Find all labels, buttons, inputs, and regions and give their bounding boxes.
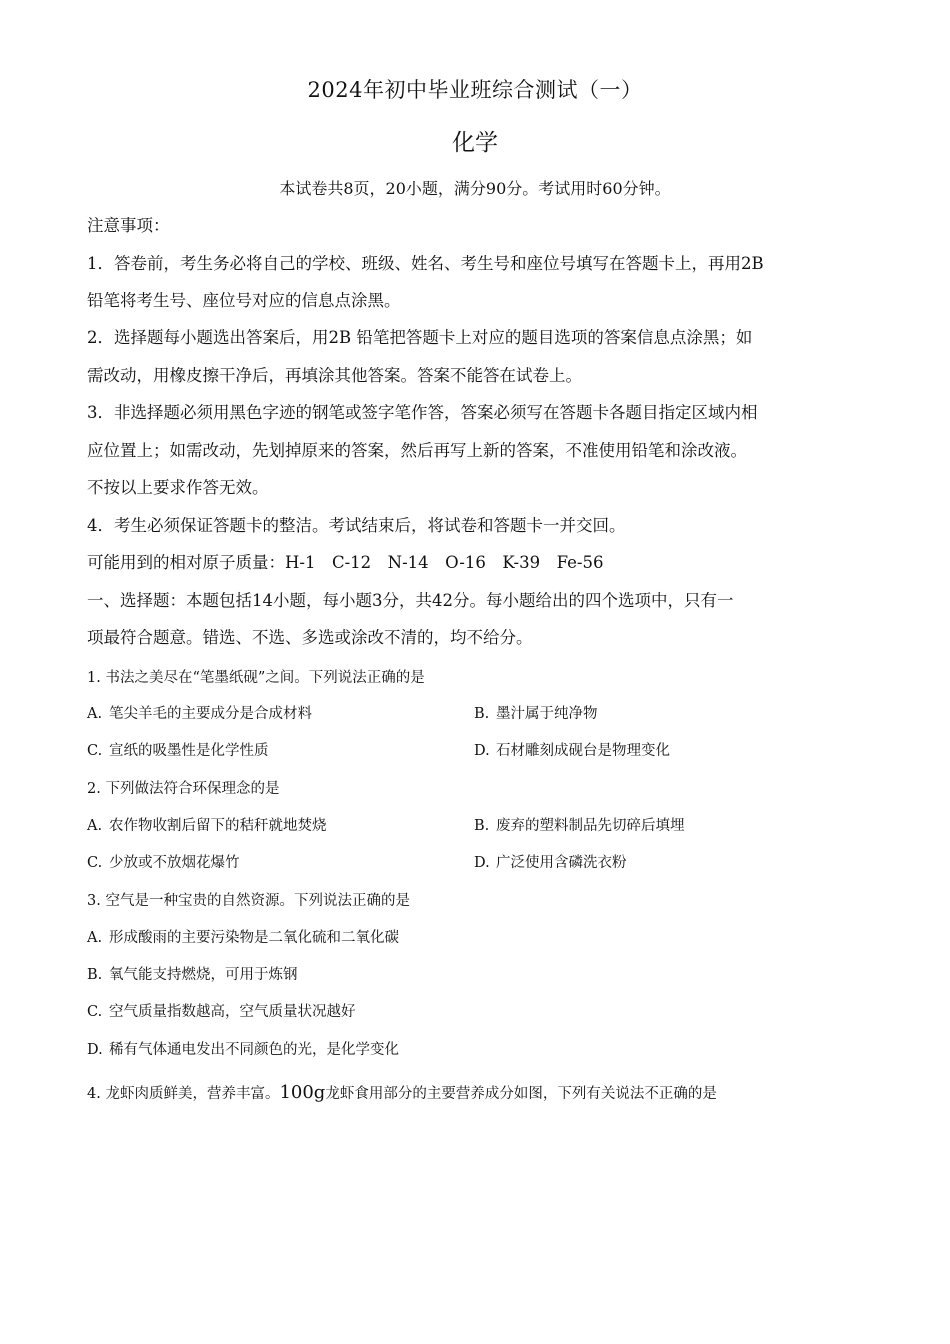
question-2-option-c[interactable] (87, 852, 240, 874)
option-text: 墨汁属于纯净物 (496, 706, 598, 722)
option-text: 稀有气体通电发出不同颜色的光，是化学变化 (109, 1042, 399, 1058)
option-label: B. (87, 967, 103, 983)
question-1-option-d[interactable] (474, 740, 670, 762)
question-4-mass: 100g (279, 1082, 326, 1103)
question-4-stem-end: 龙虾食用部分的主要营养成分如图，下列有关说法不正确的是 (325, 1086, 717, 1102)
option-text: 氧气能支持燃烧，可用于炼钢 (109, 967, 298, 983)
question-4-stem (87, 1081, 867, 1106)
option-label: B. (474, 706, 490, 722)
option-text: 废弃的塑料制品先切碎后填埋 (496, 818, 685, 834)
notes-heading: 注意事项： (87, 216, 170, 235)
option-text: 少放或不放烟花爆竹 (109, 855, 240, 871)
note-line: 2．选择题每小题选出答案后，用2B 铅笔把答题卡上对应的题目选项的答案信息点涂黑；如 (87, 328, 753, 347)
exam-title: 2024年初中毕业班综合测试（一） (307, 78, 643, 102)
option-text: 石材雕刻成砚台是物理变化 (496, 743, 670, 759)
question-3-option-c[interactable] (87, 1001, 356, 1023)
option-text: 农作物收割后留下的秸秆就地焚烧 (109, 818, 327, 834)
option-text: 广泛使用含磷洗衣粉 (496, 855, 627, 871)
exam-info: 本试卷共8页，20小题，满分90分。考试用时60分钟。 (279, 179, 671, 198)
note-line: 需改动，用橡皮擦干净后，再填涂其他答案。答案不能答在试卷上。 (87, 366, 582, 385)
option-label: D. (474, 855, 490, 871)
option-label: A. (87, 930, 103, 946)
question-4-stem-start: 4. 龙虾肉质鲜美，营养丰富。 (87, 1086, 280, 1102)
question-1-option-b[interactable] (474, 703, 598, 725)
note-line: 铅笔将考生号、座位号对应的信息点涂黑。 (87, 291, 401, 310)
option-label: A. (87, 818, 103, 834)
option-text: 宣纸的吸墨性是化学性质 (109, 743, 269, 759)
option-text: 形成酸雨的主要污染物是二氧化硫和二氧化碳 (109, 930, 399, 946)
option-label: C. (87, 1004, 103, 1020)
question-2-option-d[interactable] (474, 852, 627, 874)
question-3-stem: 3. 空气是一种宝贵的自然资源。下列说法正确的是 (87, 893, 410, 909)
option-label: C. (87, 743, 103, 759)
atomic-mass-line: 可能用到的相对原子质量：H-1 C-12 N-14 O-16 K-39 Fe-56 (87, 553, 604, 572)
option-label: D. (474, 743, 490, 759)
question-1-option-c[interactable] (87, 740, 269, 762)
note-line: 不按以上要求作答无效。 (87, 478, 269, 497)
option-label: C. (87, 855, 103, 871)
option-label: D. (87, 1042, 103, 1058)
option-text: 笔尖羊毛的主要成分是合成材料 (109, 706, 312, 722)
section-heading: 项最符合题意。错选、不选、多选或涂改不清的，均不给分。 (87, 628, 533, 647)
note-line: 1．答卷前，考生务必将自己的学校、班级、姓名、考生号和座位号填写在答题卡上，再用2B (87, 254, 764, 273)
option-label: B. (474, 818, 490, 834)
question-3-option-b[interactable] (87, 964, 298, 986)
question-3-option-d[interactable] (87, 1039, 399, 1061)
option-text: 空气质量指数越高，空气质量状况越好 (109, 1004, 356, 1020)
subject-title: 化学 (452, 130, 498, 156)
section-heading: 一、选择题：本题包括14小题，每小题3分，共42分。每小题给出的四个选项中，只有一 (87, 591, 734, 610)
question-3-option-a[interactable] (87, 927, 399, 949)
option-label: A. (87, 706, 103, 722)
note-line: 4．考生必须保证答题卡的整洁。考试结束后，将试卷和答题卡一并交回。 (87, 516, 626, 535)
question-2-stem: 2. 下列做法符合环保理念的是 (87, 781, 280, 797)
note-line: 3．非选择题必须用黑色字迹的钢笔或签字笔作答，答案必须写在答题卡各题目指定区域内相 (87, 403, 758, 422)
question-2-option-a[interactable] (87, 815, 327, 837)
question-1-stem: 1. 书法之美尽在“笔墨纸砚”之间。下列说法正确的是 (87, 670, 425, 686)
question-2-option-b[interactable] (474, 815, 685, 837)
question-1-option-a[interactable] (87, 703, 312, 725)
note-line: 应位置上；如需改动，先划掉原来的答案，然后再写上新的答案，不准使用铅笔和涂改液。 (87, 441, 747, 460)
